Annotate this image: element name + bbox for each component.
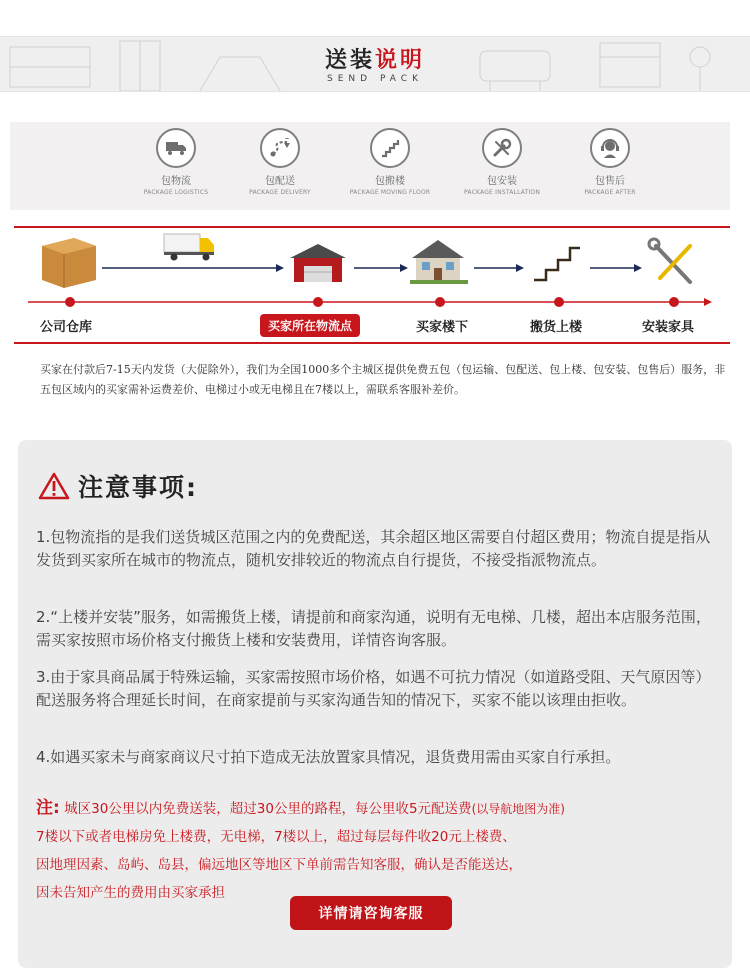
delivery-flow-panel <box>14 226 730 344</box>
notice-heading <box>38 468 198 504</box>
house-icon <box>290 244 346 282</box>
flow-diagram <box>14 228 730 342</box>
villa-icon <box>410 240 468 284</box>
headset-icon <box>590 128 630 168</box>
notice-item-2: 2.“上楼并安装”服务，如需搬货上楼，请提前和商家沟通，说明有无电梯、几楼，超出本店服务范围，需买家按照市场价格支付搬货上楼和安装费用，详情咨询客服。 <box>36 608 711 649</box>
service-label-en: PACKAGE AFTER <box>584 189 636 196</box>
notice-item-4: 4.如遇买家未与商家商议尺寸拍下造成无法放置家具情况，退货费用需由买家自行承担。 <box>36 748 621 766</box>
page-title <box>0 43 750 74</box>
service-label: 包配送 <box>265 176 295 187</box>
service-label: 包安装 <box>487 176 517 187</box>
truck-icon <box>156 128 196 168</box>
flow-step-warehouse: 公司仓库 <box>40 320 93 335</box>
wrench-icon <box>482 128 522 168</box>
service-label: 包物流 <box>161 176 191 187</box>
shipping-note-line-2: 7楼以下或者电梯房免上楼费，无电梯，7楼以上，超过每层每件收20元上楼费、 <box>36 829 516 845</box>
warning-icon <box>38 472 70 500</box>
notice-title: 注意事项: <box>78 473 198 502</box>
flow-step-logistics-point: 买家所在物流点 <box>260 314 360 337</box>
route-icon <box>260 128 300 168</box>
contact-support-button[interactable]: 详情请咨询客服 <box>290 896 452 930</box>
tools-icon <box>649 239 690 282</box>
service-label-en: PACKAGE LOGISTICS <box>143 189 209 196</box>
note-lead: 注: <box>36 798 60 818</box>
shipping-note-line-4: 因未告知产生的费用由买家承担 <box>36 885 225 901</box>
service-label-en: PACKAGE DELIVERY <box>249 189 311 196</box>
page-subtitle: SEND PACK <box>327 74 423 84</box>
flow-step-upstairs: 搬货上楼 <box>530 320 583 335</box>
title-dark-part: 送装 <box>324 47 375 73</box>
note-line-1-text: 城区30公里以内免费送装，超过30公里的路程，每公里收5元配送费 <box>64 801 472 817</box>
notice-item-3: 3.由于家具商品属于特殊运输，买家需按照市场价格，如遇不可抗力情况（如道路受阻、天气原因等）配送服务将合理延长时间，在商家提前与买家沟通告知的情况下，买家不能以该理由拒收。 <box>36 668 711 709</box>
truck-icon <box>164 234 214 261</box>
service-installation <box>444 128 560 196</box>
service-moving-floor <box>332 128 448 196</box>
intro-text: 买家在付款后7-15天内发货（大促除外），我们为全国1000多个主城区提供免费五包（包运输、包配送、包上楼、包安装、包售后）服务，非五包区域内的买家需补运费差价、电梯过小或无电梯且在7楼以上，需联系客服补差价。 <box>40 363 726 396</box>
box-icon <box>42 238 96 288</box>
header-banner <box>0 36 750 92</box>
flow-step-downstairs: 买家楼下 <box>416 320 469 335</box>
stairs-icon <box>370 128 410 168</box>
notice-item-1: 1.包物流指的是我们送货城区范围之内的免费配送，其余超区地区需要自付超区费用；物流自提是指从发货到买家所在城市的物流点，随机安排较近的物流点自行提货，不接受指派物流点。 <box>36 528 711 569</box>
services-strip <box>10 122 730 210</box>
service-delivery <box>222 128 338 196</box>
shipping-note-line-3: 因地理因素、岛屿、岛县，偏远地区等地区下单前需告知客服，确认是否能送达， <box>36 857 522 873</box>
service-logistics <box>118 128 234 196</box>
shipping-note-line-1 <box>36 794 726 823</box>
note-line-1-small: (以导航地图为准) <box>471 802 565 816</box>
notice-panel <box>18 440 732 968</box>
stairs-icon <box>534 248 580 280</box>
service-after-sales <box>552 128 668 196</box>
service-label: 包搬楼 <box>375 176 405 187</box>
service-label-en: PACKAGE MOVING FLOOR <box>349 189 431 196</box>
shipping-note <box>36 794 726 907</box>
flow-step-install: 安装家具 <box>642 320 695 335</box>
service-label: 包售后 <box>595 176 625 187</box>
service-label-en: PACKAGE INSTALLATION <box>463 189 541 196</box>
title-red-part: 说明 <box>375 47 426 73</box>
